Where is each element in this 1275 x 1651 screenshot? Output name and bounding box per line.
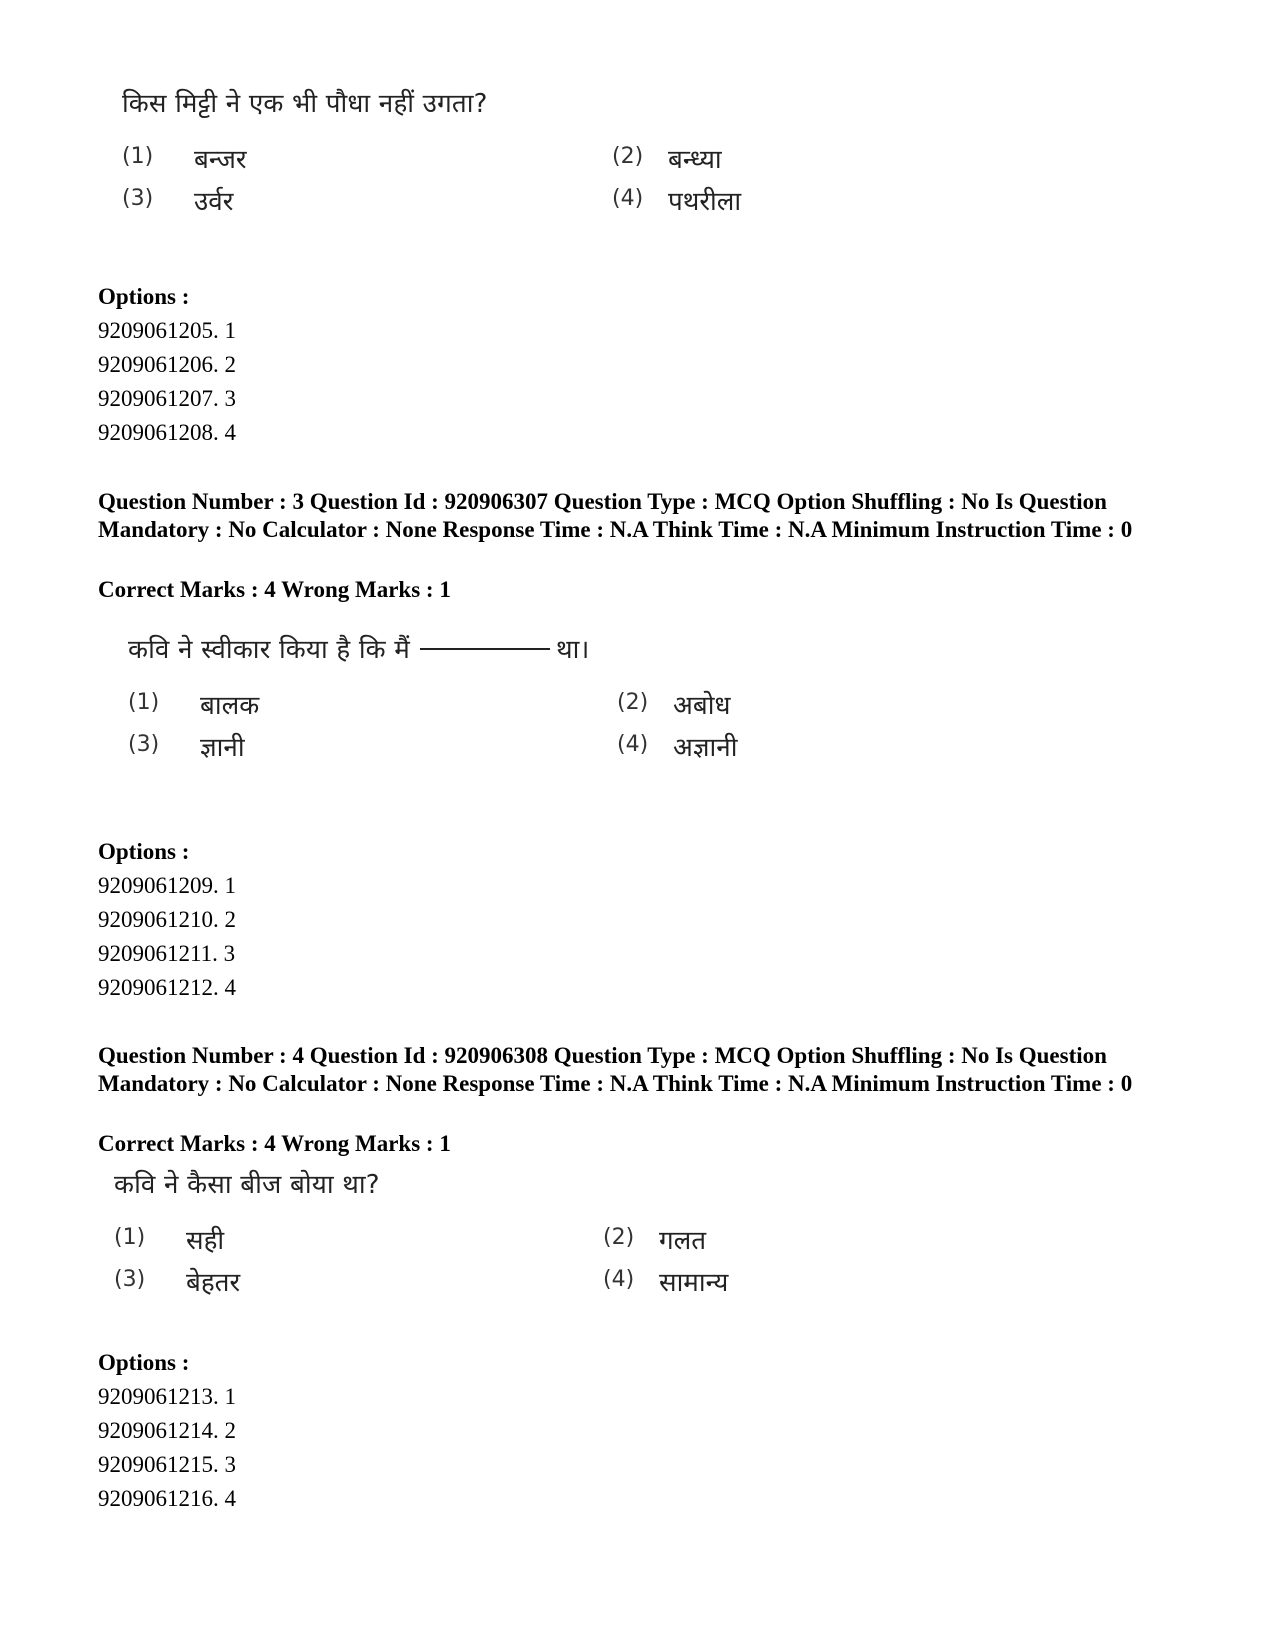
q4-option-id-3: 9209061215. 3 — [98, 1452, 236, 1477]
q3-option-id-3: 9209061211. 3 — [98, 941, 236, 966]
q3-option-2-number: (2) — [617, 690, 649, 715]
q4-option-2-text: गलत — [659, 1226, 707, 1256]
q4-option-id-2: 9209061214. 2 — [98, 1418, 236, 1443]
q3-option-id-4: 9209061212. 4 — [98, 975, 236, 1000]
q3-option-4-text: अज्ञानी — [673, 733, 738, 763]
q4-option-3-text: बेहतर — [186, 1268, 241, 1298]
q4-option-4-number: (4) — [603, 1267, 635, 1292]
q4-option-4-text: सामान्य — [659, 1268, 729, 1298]
q2-option-id-3: 9209061207. 3 — [98, 386, 236, 411]
question-3-text-after: था। — [556, 635, 590, 665]
q3-option-4-number: (4) — [617, 732, 649, 757]
q3-options-heading: Options : — [98, 839, 190, 864]
q4-option-1-text: सही — [186, 1226, 225, 1256]
q2-options-heading: Options : — [98, 284, 190, 309]
q2-option-1-number: (1) — [122, 144, 154, 169]
question-2-image — [0, 0, 1275, 220]
q3-option-3-text: ज्ञानी — [200, 733, 245, 763]
q2-option-2-text: बन्ध्या — [668, 145, 722, 175]
q4-option-id-1: 9209061213. 1 — [98, 1384, 236, 1409]
question-4-image — [0, 1165, 1275, 1305]
q4-marks: Correct Marks : 4 Wrong Marks : 1 — [98, 1131, 451, 1156]
q3-meta: Question Number : 3 Question Id : 920906307 Question Type : MCQ Option Shuffling : No Is Question Mandatory : No Calculator : None Response Time : N.A Think Time : N.A Minimum Instruction Time : 0 — [98, 489, 1133, 542]
q3-marks: Correct Marks : 4 Wrong Marks : 1 — [98, 577, 451, 602]
question-4-text: कवि ने कैसा बीज बोया था? — [114, 1170, 380, 1200]
question-3-text-before: कवि ने स्वीकार किया है कि मैं — [128, 635, 410, 665]
q2-option-1-text: बन्जर — [194, 145, 247, 175]
q2-option-2-number: (2) — [612, 144, 644, 169]
q2-option-4-number: (4) — [612, 186, 644, 211]
q2-option-4-text: पथरीला — [668, 187, 742, 217]
q4-option-3-number: (3) — [114, 1267, 146, 1292]
question-3-image — [0, 630, 1275, 770]
q4-option-2-number: (2) — [603, 1225, 635, 1250]
q2-option-3-text: उर्वर — [194, 187, 234, 217]
q3-option-2-text: अबोध — [673, 691, 731, 721]
q3-option-3-number: (3) — [128, 732, 160, 757]
q2-option-id-2: 9209061206. 2 — [98, 352, 236, 377]
question-2-text: किस मिट्टी ने एक भी पौधा नहीं उगता? — [122, 89, 488, 119]
q3-option-1-number: (1) — [128, 690, 160, 715]
q3-option-id-1: 9209061209. 1 — [98, 873, 236, 898]
q2-option-id-1: 9209061205. 1 — [98, 318, 236, 343]
q3-options-list — [98, 835, 236, 1005]
q3-option-id-2: 9209061210. 2 — [98, 907, 236, 932]
q4-options-list — [98, 1346, 236, 1516]
q4-meta: Question Number : 4 Question Id : 920906308 Question Type : MCQ Option Shuffling : No Is Question Mandatory : No Calculator : None Response Time : N.A Think Time : N.A Minimum Instruction Time : 0 — [98, 1043, 1133, 1096]
question-3-blank — [420, 648, 550, 650]
q4-option-1-number: (1) — [114, 1225, 146, 1250]
q4-options-heading: Options : — [98, 1350, 190, 1375]
q2-option-3-number: (3) — [122, 186, 154, 211]
q3-option-1-text: बालक — [200, 691, 260, 721]
question-3-text — [128, 630, 590, 666]
q4-option-id-4: 9209061216. 4 — [98, 1486, 236, 1511]
q2-options-list — [98, 280, 236, 450]
q2-option-id-4: 9209061208. 4 — [98, 420, 236, 445]
